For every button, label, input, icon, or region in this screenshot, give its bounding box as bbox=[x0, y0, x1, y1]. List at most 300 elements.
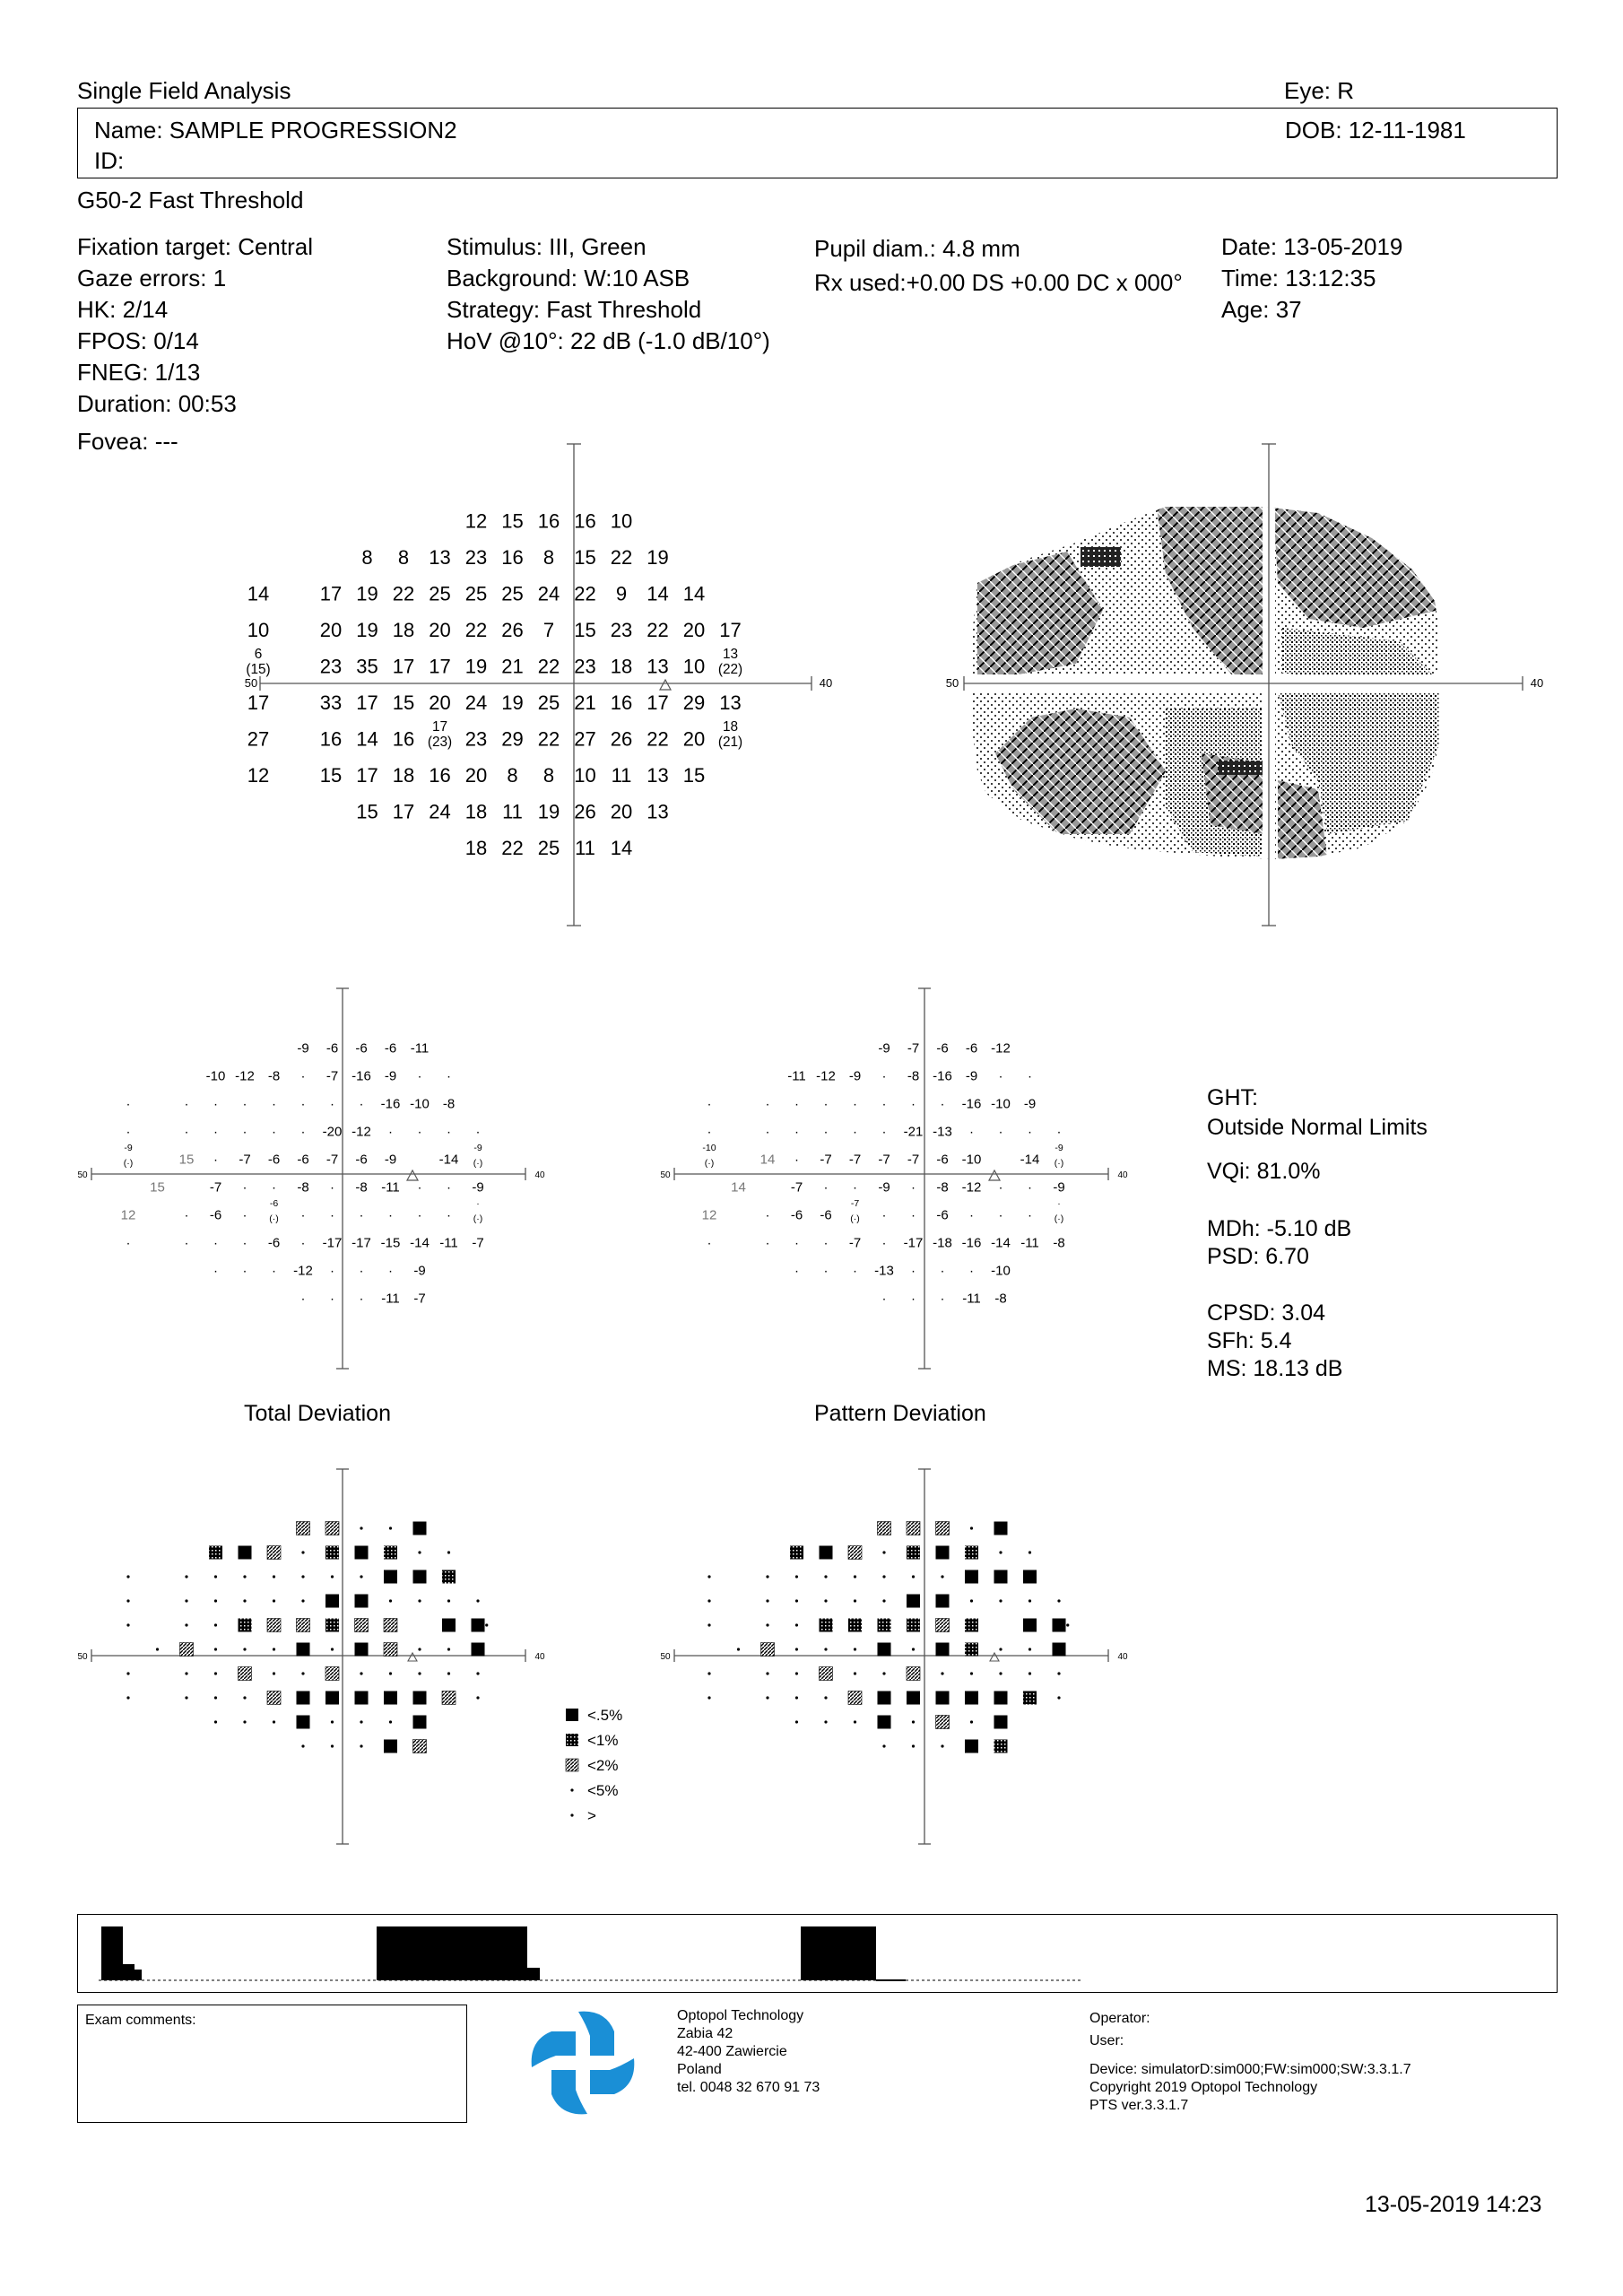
threshold-value: -17 bbox=[352, 1235, 371, 1251]
threshold-value: · bbox=[242, 1207, 247, 1223]
threshold-value: -7 bbox=[325, 1068, 339, 1084]
threshold-value: -9 bbox=[1053, 1179, 1065, 1196]
threshold-value: -10 bbox=[410, 1096, 430, 1112]
exam-date: Date: 13-05-2019 bbox=[1221, 233, 1403, 260]
rx-used: Rx used:+0.00 DS +0.00 DC x 000° bbox=[814, 269, 1183, 296]
threshold-value: · bbox=[242, 1124, 247, 1140]
company-line: Zabia 42 bbox=[677, 2026, 733, 2041]
ms: MS: 18.13 dB bbox=[1207, 1356, 1343, 1381]
stimulus: Stimulus: III, Green bbox=[447, 233, 647, 260]
threshold-value: -6 bbox=[355, 1040, 368, 1057]
threshold-value: · bbox=[300, 1068, 306, 1084]
threshold-value: 13 bbox=[647, 655, 669, 678]
threshold-value: · bbox=[242, 1179, 247, 1196]
threshold-value: 23 bbox=[319, 655, 343, 678]
psd: PSD: 6.70 bbox=[1207, 1244, 1309, 1269]
threshold-value: 20 bbox=[464, 764, 488, 787]
threshold-value: 15 bbox=[574, 619, 596, 642]
mdh: MDh: -5.10 dB bbox=[1207, 1216, 1352, 1241]
threshold-value: · bbox=[447, 1179, 451, 1196]
sfh: SFh: 5.4 bbox=[1207, 1328, 1292, 1353]
axis-label-left: 50 bbox=[660, 1170, 671, 1180]
threshold-value: -10 bbox=[991, 1263, 1011, 1279]
threshold-value: 21 bbox=[574, 691, 596, 715]
threshold-value: · bbox=[998, 1207, 1003, 1223]
device-info: Device: simulatorD:sim000;FW:sim000;SW:3.3.1.7 bbox=[1089, 2062, 1411, 2077]
threshold-value: 17 bbox=[719, 619, 742, 642]
patient-dob: DOB: 12-11-1981 bbox=[1285, 117, 1466, 144]
threshold-value: · bbox=[330, 1207, 334, 1223]
threshold-value: 25 bbox=[464, 582, 488, 605]
threshold-value: -11 bbox=[1020, 1235, 1039, 1251]
cpsd: CPSD: 3.04 bbox=[1207, 1300, 1326, 1326]
threshold-value: 27 bbox=[247, 727, 270, 751]
threshold-value: -11 bbox=[962, 1291, 981, 1307]
exam-comments-label: Exam comments: bbox=[85, 2013, 196, 2028]
threshold-value: 17 bbox=[356, 764, 378, 787]
threshold-value: 17 bbox=[392, 800, 415, 823]
threshold-value: · bbox=[359, 1096, 364, 1112]
threshold-value: · bbox=[794, 1124, 799, 1140]
threshold-value: -6 bbox=[936, 1040, 949, 1057]
retest-value: (·) bbox=[1054, 1158, 1064, 1169]
print-timestamp: 13-05-2019 14:23 bbox=[1365, 2192, 1542, 2217]
strategy: Strategy: Fast Threshold bbox=[447, 296, 702, 323]
threshold-value: · bbox=[213, 1124, 218, 1140]
threshold-value: -9 bbox=[878, 1040, 890, 1057]
device-block bbox=[1089, 2061, 1411, 2115]
threshold-value: 20 bbox=[429, 619, 451, 642]
threshold-value: -7 bbox=[325, 1152, 339, 1168]
threshold-value: 16 bbox=[429, 764, 451, 787]
threshold-value: 26 bbox=[501, 619, 524, 642]
threshold-value: · bbox=[184, 1096, 189, 1112]
threshold-value: -7 bbox=[209, 1179, 222, 1196]
threshold-value: -7 bbox=[848, 1235, 862, 1251]
retest-value: (·) bbox=[704, 1158, 715, 1169]
threshold-value: -7 bbox=[907, 1152, 920, 1168]
threshold-value: 18 bbox=[392, 619, 415, 642]
threshold-value: 22 bbox=[464, 619, 488, 642]
threshold-value: 17 bbox=[319, 582, 343, 605]
threshold-value: 23 bbox=[574, 655, 596, 678]
threshold-value: -11 bbox=[381, 1291, 400, 1307]
threshold-value: · bbox=[853, 1096, 857, 1112]
threshold-value: -14 bbox=[1020, 1152, 1040, 1168]
threshold-value: -16 bbox=[961, 1235, 982, 1251]
threshold-value: 25 bbox=[429, 582, 451, 605]
threshold-value: -10 bbox=[205, 1068, 226, 1084]
threshold-value: 6 bbox=[254, 647, 263, 662]
threshold-value: · bbox=[1028, 1124, 1032, 1140]
logo-petal bbox=[551, 2070, 587, 2114]
axis-label-right: 40 bbox=[1530, 676, 1544, 690]
threshold-value: 17 bbox=[431, 719, 448, 735]
threshold-value: -10 bbox=[991, 1096, 1011, 1112]
threshold-value: · bbox=[126, 1124, 131, 1140]
company-line: 42-400 Zawiercie bbox=[677, 2044, 787, 2059]
threshold-value: -9 bbox=[1055, 1143, 1063, 1153]
threshold-value: · bbox=[213, 1263, 218, 1279]
threshold-value: · bbox=[940, 1263, 945, 1279]
threshold-value: -18 bbox=[933, 1235, 952, 1251]
threshold-value: 12 bbox=[464, 509, 488, 533]
threshold-value: -17 bbox=[322, 1235, 343, 1251]
threshold-value: 19 bbox=[356, 619, 378, 642]
threshold-value: · bbox=[359, 1207, 364, 1223]
threshold-value: 10 bbox=[610, 509, 633, 533]
threshold-value: · bbox=[765, 1096, 770, 1112]
threshold-value: -15 bbox=[380, 1235, 401, 1251]
threshold-value: · bbox=[969, 1124, 974, 1140]
threshold-value: · bbox=[881, 1291, 887, 1307]
threshold-value: 15 bbox=[150, 1179, 165, 1196]
threshold-value: 15 bbox=[682, 764, 706, 787]
threshold-value: -9 bbox=[124, 1143, 133, 1153]
threshold-value: · bbox=[330, 1291, 334, 1307]
test-name: G50-2 Fast Threshold bbox=[77, 187, 304, 213]
threshold-value: · bbox=[475, 1124, 481, 1140]
threshold-value: 17 bbox=[392, 655, 415, 678]
threshold-value: · bbox=[707, 1096, 712, 1112]
threshold-value: · bbox=[184, 1235, 189, 1251]
threshold-value: 8 bbox=[397, 546, 410, 570]
threshold-value: · bbox=[853, 1263, 857, 1279]
threshold-value: · bbox=[330, 1263, 334, 1279]
threshold-value: · bbox=[359, 1263, 364, 1279]
patient-name: Name: SAMPLE PROGRESSION2 bbox=[94, 117, 457, 144]
pattern-deviation-label: Pattern Deviation bbox=[814, 1401, 986, 1426]
threshold-value: -7 bbox=[820, 1152, 832, 1168]
threshold-value: · bbox=[330, 1179, 334, 1196]
threshold-value: · bbox=[417, 1124, 422, 1140]
threshold-value: 23 bbox=[464, 727, 488, 751]
threshold-value: 14 bbox=[682, 582, 706, 605]
gaze-errors: Gaze errors: 1 bbox=[77, 265, 227, 291]
threshold-value: 14 bbox=[731, 1179, 746, 1196]
threshold-value: 17 bbox=[647, 691, 669, 715]
threshold-value: 23 bbox=[464, 546, 488, 570]
retest-value: (·) bbox=[850, 1213, 860, 1224]
threshold-value: · bbox=[794, 1263, 799, 1279]
threshold-value: · bbox=[881, 1207, 887, 1223]
threshold-value: 22 bbox=[574, 582, 596, 605]
threshold-value: -11 bbox=[787, 1068, 806, 1084]
threshold-value: -6 bbox=[936, 1152, 949, 1168]
threshold-value: · bbox=[765, 1207, 770, 1223]
threshold-value: · bbox=[911, 1263, 916, 1279]
threshold-value: -12 bbox=[991, 1040, 1011, 1057]
threshold-value: -16 bbox=[380, 1096, 401, 1112]
logo-petal bbox=[532, 2031, 576, 2067]
threshold-value: 20 bbox=[610, 800, 633, 823]
legend-label: <2% bbox=[587, 1757, 619, 1774]
threshold-value: -6 bbox=[936, 1207, 949, 1223]
threshold-value: 12 bbox=[120, 1207, 136, 1223]
axis-label-right: 40 bbox=[534, 1652, 545, 1662]
logo-petal bbox=[590, 2058, 634, 2094]
threshold-value: -16 bbox=[933, 1068, 952, 1084]
threshold-value: -9 bbox=[297, 1040, 309, 1057]
company-line: tel. 0048 32 670 91 73 bbox=[677, 2080, 820, 2095]
total-deviation-label: Total Deviation bbox=[244, 1401, 391, 1426]
axis-label-right: 40 bbox=[534, 1170, 545, 1180]
threshold-value: -9 bbox=[384, 1152, 397, 1168]
threshold-value: -12 bbox=[293, 1263, 313, 1279]
threshold-value: · bbox=[823, 1179, 829, 1196]
threshold-value: -6 bbox=[267, 1235, 281, 1251]
operator-block bbox=[1089, 2007, 1150, 2052]
threshold-value: · bbox=[823, 1124, 829, 1140]
pts-version: PTS ver.3.3.1.7 bbox=[1089, 2098, 1189, 2113]
threshold-value: 18 bbox=[464, 837, 488, 860]
threshold-value: 8 bbox=[542, 764, 555, 787]
threshold-value: -8 bbox=[907, 1068, 920, 1084]
threshold-value: 8 bbox=[361, 546, 373, 570]
threshold-value: 19 bbox=[537, 800, 560, 823]
threshold-value: · bbox=[184, 1207, 189, 1223]
threshold-value: -12 bbox=[352, 1124, 371, 1140]
exam-time: Time: 13:12:35 bbox=[1221, 265, 1376, 291]
threshold-value: 22 bbox=[647, 619, 669, 642]
threshold-value: -7 bbox=[907, 1040, 920, 1057]
threshold-value: -10 bbox=[961, 1152, 982, 1168]
report-title: Single Field Analysis bbox=[77, 77, 291, 104]
threshold-value: · bbox=[272, 1263, 276, 1279]
threshold-value: 15 bbox=[356, 800, 378, 823]
threshold-value: 15 bbox=[574, 546, 596, 570]
threshold-value: 7 bbox=[542, 619, 555, 642]
company-address bbox=[677, 2007, 820, 2097]
threshold-value: · bbox=[242, 1235, 247, 1251]
threshold-value: 11 bbox=[611, 764, 632, 787]
threshold-value: 35 bbox=[356, 655, 378, 678]
threshold-value: · bbox=[242, 1096, 247, 1112]
threshold-value: 29 bbox=[501, 727, 524, 751]
threshold-value: 19 bbox=[356, 582, 378, 605]
threshold-value: 18 bbox=[722, 719, 739, 735]
axis-label-left: 50 bbox=[77, 1170, 88, 1180]
threshold-value: 21 bbox=[501, 655, 524, 678]
threshold-value: · bbox=[969, 1207, 974, 1223]
threshold-value: · bbox=[447, 1207, 451, 1223]
threshold-value: · bbox=[126, 1235, 131, 1251]
threshold-value: 25 bbox=[501, 582, 524, 605]
threshold-value: · bbox=[911, 1179, 916, 1196]
threshold-value: 11 bbox=[502, 800, 523, 823]
retest-value: (·) bbox=[1054, 1213, 1064, 1224]
threshold-value: · bbox=[1028, 1207, 1032, 1223]
fovea: Fovea: --- bbox=[77, 428, 178, 455]
threshold-value: -6 bbox=[267, 1152, 281, 1168]
threshold-value: · bbox=[881, 1235, 887, 1251]
threshold-value: · bbox=[184, 1124, 189, 1140]
fneg: FNEG: 1/13 bbox=[77, 359, 201, 386]
threshold-value: · bbox=[823, 1096, 829, 1112]
threshold-value: -7 bbox=[850, 1198, 860, 1209]
threshold-value: · bbox=[388, 1263, 393, 1279]
threshold-value: 17 bbox=[429, 655, 451, 678]
vqi: VQi: 81.0% bbox=[1207, 1159, 1321, 1184]
copyright: Copyright 2019 Optopol Technology bbox=[1089, 2080, 1318, 2095]
ght-label: GHT: bbox=[1207, 1085, 1258, 1110]
threshold-value: 20 bbox=[682, 619, 706, 642]
threshold-value: -16 bbox=[961, 1096, 982, 1112]
threshold-value: · bbox=[707, 1235, 712, 1251]
threshold-value: · bbox=[417, 1207, 422, 1223]
company-line: Optopol Technology bbox=[677, 2008, 804, 2023]
threshold-value: 14 bbox=[247, 582, 270, 605]
threshold-value: -7 bbox=[790, 1179, 803, 1196]
threshold-value: 17 bbox=[247, 691, 270, 715]
threshold-value: 19 bbox=[501, 691, 524, 715]
threshold-value: 16 bbox=[537, 509, 560, 533]
threshold-value: -13 bbox=[874, 1263, 894, 1279]
threshold-value: -6 bbox=[297, 1152, 309, 1168]
threshold-value: 16 bbox=[501, 546, 524, 570]
threshold-value: · bbox=[940, 1096, 945, 1112]
threshold-value: · bbox=[940, 1291, 945, 1307]
axis-label-left: 50 bbox=[945, 676, 959, 690]
retest-value: (15) bbox=[246, 662, 271, 677]
threshold-value: 17 bbox=[356, 691, 378, 715]
threshold-value: · bbox=[126, 1096, 131, 1112]
axis-label-right: 40 bbox=[1117, 1652, 1128, 1662]
threshold-value: · bbox=[388, 1124, 393, 1140]
threshold-value: 10 bbox=[574, 764, 596, 787]
axis-label-right: 40 bbox=[819, 676, 833, 690]
threshold-value: -6 bbox=[269, 1198, 279, 1209]
threshold-value: 14 bbox=[356, 727, 378, 751]
threshold-value: · bbox=[272, 1179, 276, 1196]
threshold-value: 24 bbox=[464, 691, 488, 715]
threshold-value: -13 bbox=[933, 1124, 952, 1140]
threshold-value: -6 bbox=[209, 1207, 222, 1223]
legend-label: <.5% bbox=[587, 1707, 623, 1724]
threshold-value: · bbox=[213, 1235, 218, 1251]
threshold-value: 16 bbox=[392, 727, 415, 751]
threshold-value: 22 bbox=[501, 837, 524, 860]
retest-value: (·) bbox=[123, 1158, 134, 1169]
threshold-value: 8 bbox=[542, 546, 555, 570]
threshold-value: · bbox=[823, 1263, 829, 1279]
threshold-value: 16 bbox=[574, 509, 596, 533]
threshold-value: 18 bbox=[392, 764, 415, 787]
threshold-value: -7 bbox=[239, 1152, 251, 1168]
threshold-value: 25 bbox=[537, 837, 560, 860]
threshold-value: -8 bbox=[355, 1179, 368, 1196]
threshold-value: · bbox=[794, 1235, 799, 1251]
threshold-value: -14 bbox=[438, 1152, 459, 1168]
threshold-value: · bbox=[1028, 1179, 1032, 1196]
threshold-value: · bbox=[794, 1096, 799, 1112]
threshold-value: · bbox=[213, 1152, 218, 1168]
threshold-value: · bbox=[707, 1124, 712, 1140]
fixation-target: Fixation target: Central bbox=[77, 233, 314, 260]
threshold-value: -8 bbox=[267, 1068, 281, 1084]
threshold-value: -9 bbox=[384, 1068, 397, 1084]
threshold-value: -9 bbox=[848, 1068, 862, 1084]
threshold-value: -8 bbox=[1053, 1235, 1065, 1251]
threshold-value: -9 bbox=[472, 1179, 484, 1196]
threshold-value: 19 bbox=[464, 655, 488, 678]
threshold-value: -6 bbox=[355, 1152, 368, 1168]
threshold-value: 15 bbox=[501, 509, 524, 533]
threshold-value: · bbox=[853, 1124, 857, 1140]
threshold-value: -12 bbox=[961, 1179, 982, 1196]
threshold-value: · bbox=[1057, 1198, 1061, 1209]
axis-label-left: 50 bbox=[660, 1652, 671, 1662]
threshold-value: -11 bbox=[410, 1040, 430, 1057]
threshold-value: 25 bbox=[537, 691, 560, 715]
threshold-value: · bbox=[998, 1124, 1003, 1140]
operator: Operator: bbox=[1089, 2011, 1150, 2026]
threshold-value: · bbox=[881, 1124, 887, 1140]
threshold-value: 18 bbox=[610, 655, 633, 678]
threshold-value: 14 bbox=[647, 582, 669, 605]
threshold-value: · bbox=[447, 1124, 451, 1140]
threshold-value: -10 bbox=[702, 1143, 716, 1153]
threshold-value: -16 bbox=[352, 1068, 371, 1084]
retest-value: (22) bbox=[717, 662, 743, 677]
legend-label: > bbox=[587, 1807, 596, 1824]
legend-label: <1% bbox=[587, 1732, 619, 1749]
threshold-value: -7 bbox=[878, 1152, 890, 1168]
eye-label: Eye: R bbox=[1284, 77, 1355, 104]
axis-label-left: 50 bbox=[244, 676, 258, 690]
user: User: bbox=[1089, 2033, 1124, 2048]
threshold-value: 22 bbox=[392, 582, 415, 605]
threshold-value: -9 bbox=[473, 1143, 482, 1153]
threshold-value: 23 bbox=[610, 619, 633, 642]
threshold-value: · bbox=[272, 1124, 276, 1140]
retest-value: (·) bbox=[269, 1213, 279, 1224]
threshold-value: · bbox=[765, 1235, 770, 1251]
patient-id: ID: bbox=[94, 147, 125, 174]
threshold-value: -17 bbox=[903, 1235, 924, 1251]
hk: HK: 2/14 bbox=[77, 296, 169, 323]
axis-label-left: 50 bbox=[77, 1652, 88, 1662]
threshold-value: · bbox=[881, 1096, 887, 1112]
threshold-value: 26 bbox=[610, 727, 633, 751]
threshold-value: -21 bbox=[903, 1124, 924, 1140]
threshold-value: · bbox=[300, 1096, 306, 1112]
threshold-value: · bbox=[447, 1068, 451, 1084]
threshold-value: · bbox=[1028, 1068, 1032, 1084]
retest-value: (23) bbox=[427, 735, 453, 750]
threshold-value: -14 bbox=[410, 1235, 430, 1251]
threshold-value: · bbox=[388, 1207, 393, 1223]
threshold-value: -6 bbox=[965, 1040, 978, 1057]
threshold-value: · bbox=[998, 1179, 1003, 1196]
threshold-value: -11 bbox=[381, 1179, 400, 1196]
threshold-value: · bbox=[765, 1124, 770, 1140]
threshold-value: · bbox=[881, 1068, 887, 1084]
threshold-value: -9 bbox=[965, 1068, 978, 1084]
threshold-value: 27 bbox=[574, 727, 596, 751]
threshold-value: · bbox=[300, 1207, 306, 1223]
threshold-value: · bbox=[242, 1263, 247, 1279]
threshold-value: -9 bbox=[878, 1179, 890, 1196]
retest-value: (·) bbox=[473, 1213, 483, 1224]
threshold-value: -6 bbox=[820, 1207, 832, 1223]
threshold-value: 24 bbox=[429, 800, 451, 823]
threshold-value: 16 bbox=[319, 727, 343, 751]
threshold-value: · bbox=[911, 1096, 916, 1112]
threshold-value: 29 bbox=[682, 691, 706, 715]
threshold-value: -6 bbox=[325, 1040, 339, 1057]
threshold-value: · bbox=[853, 1179, 857, 1196]
